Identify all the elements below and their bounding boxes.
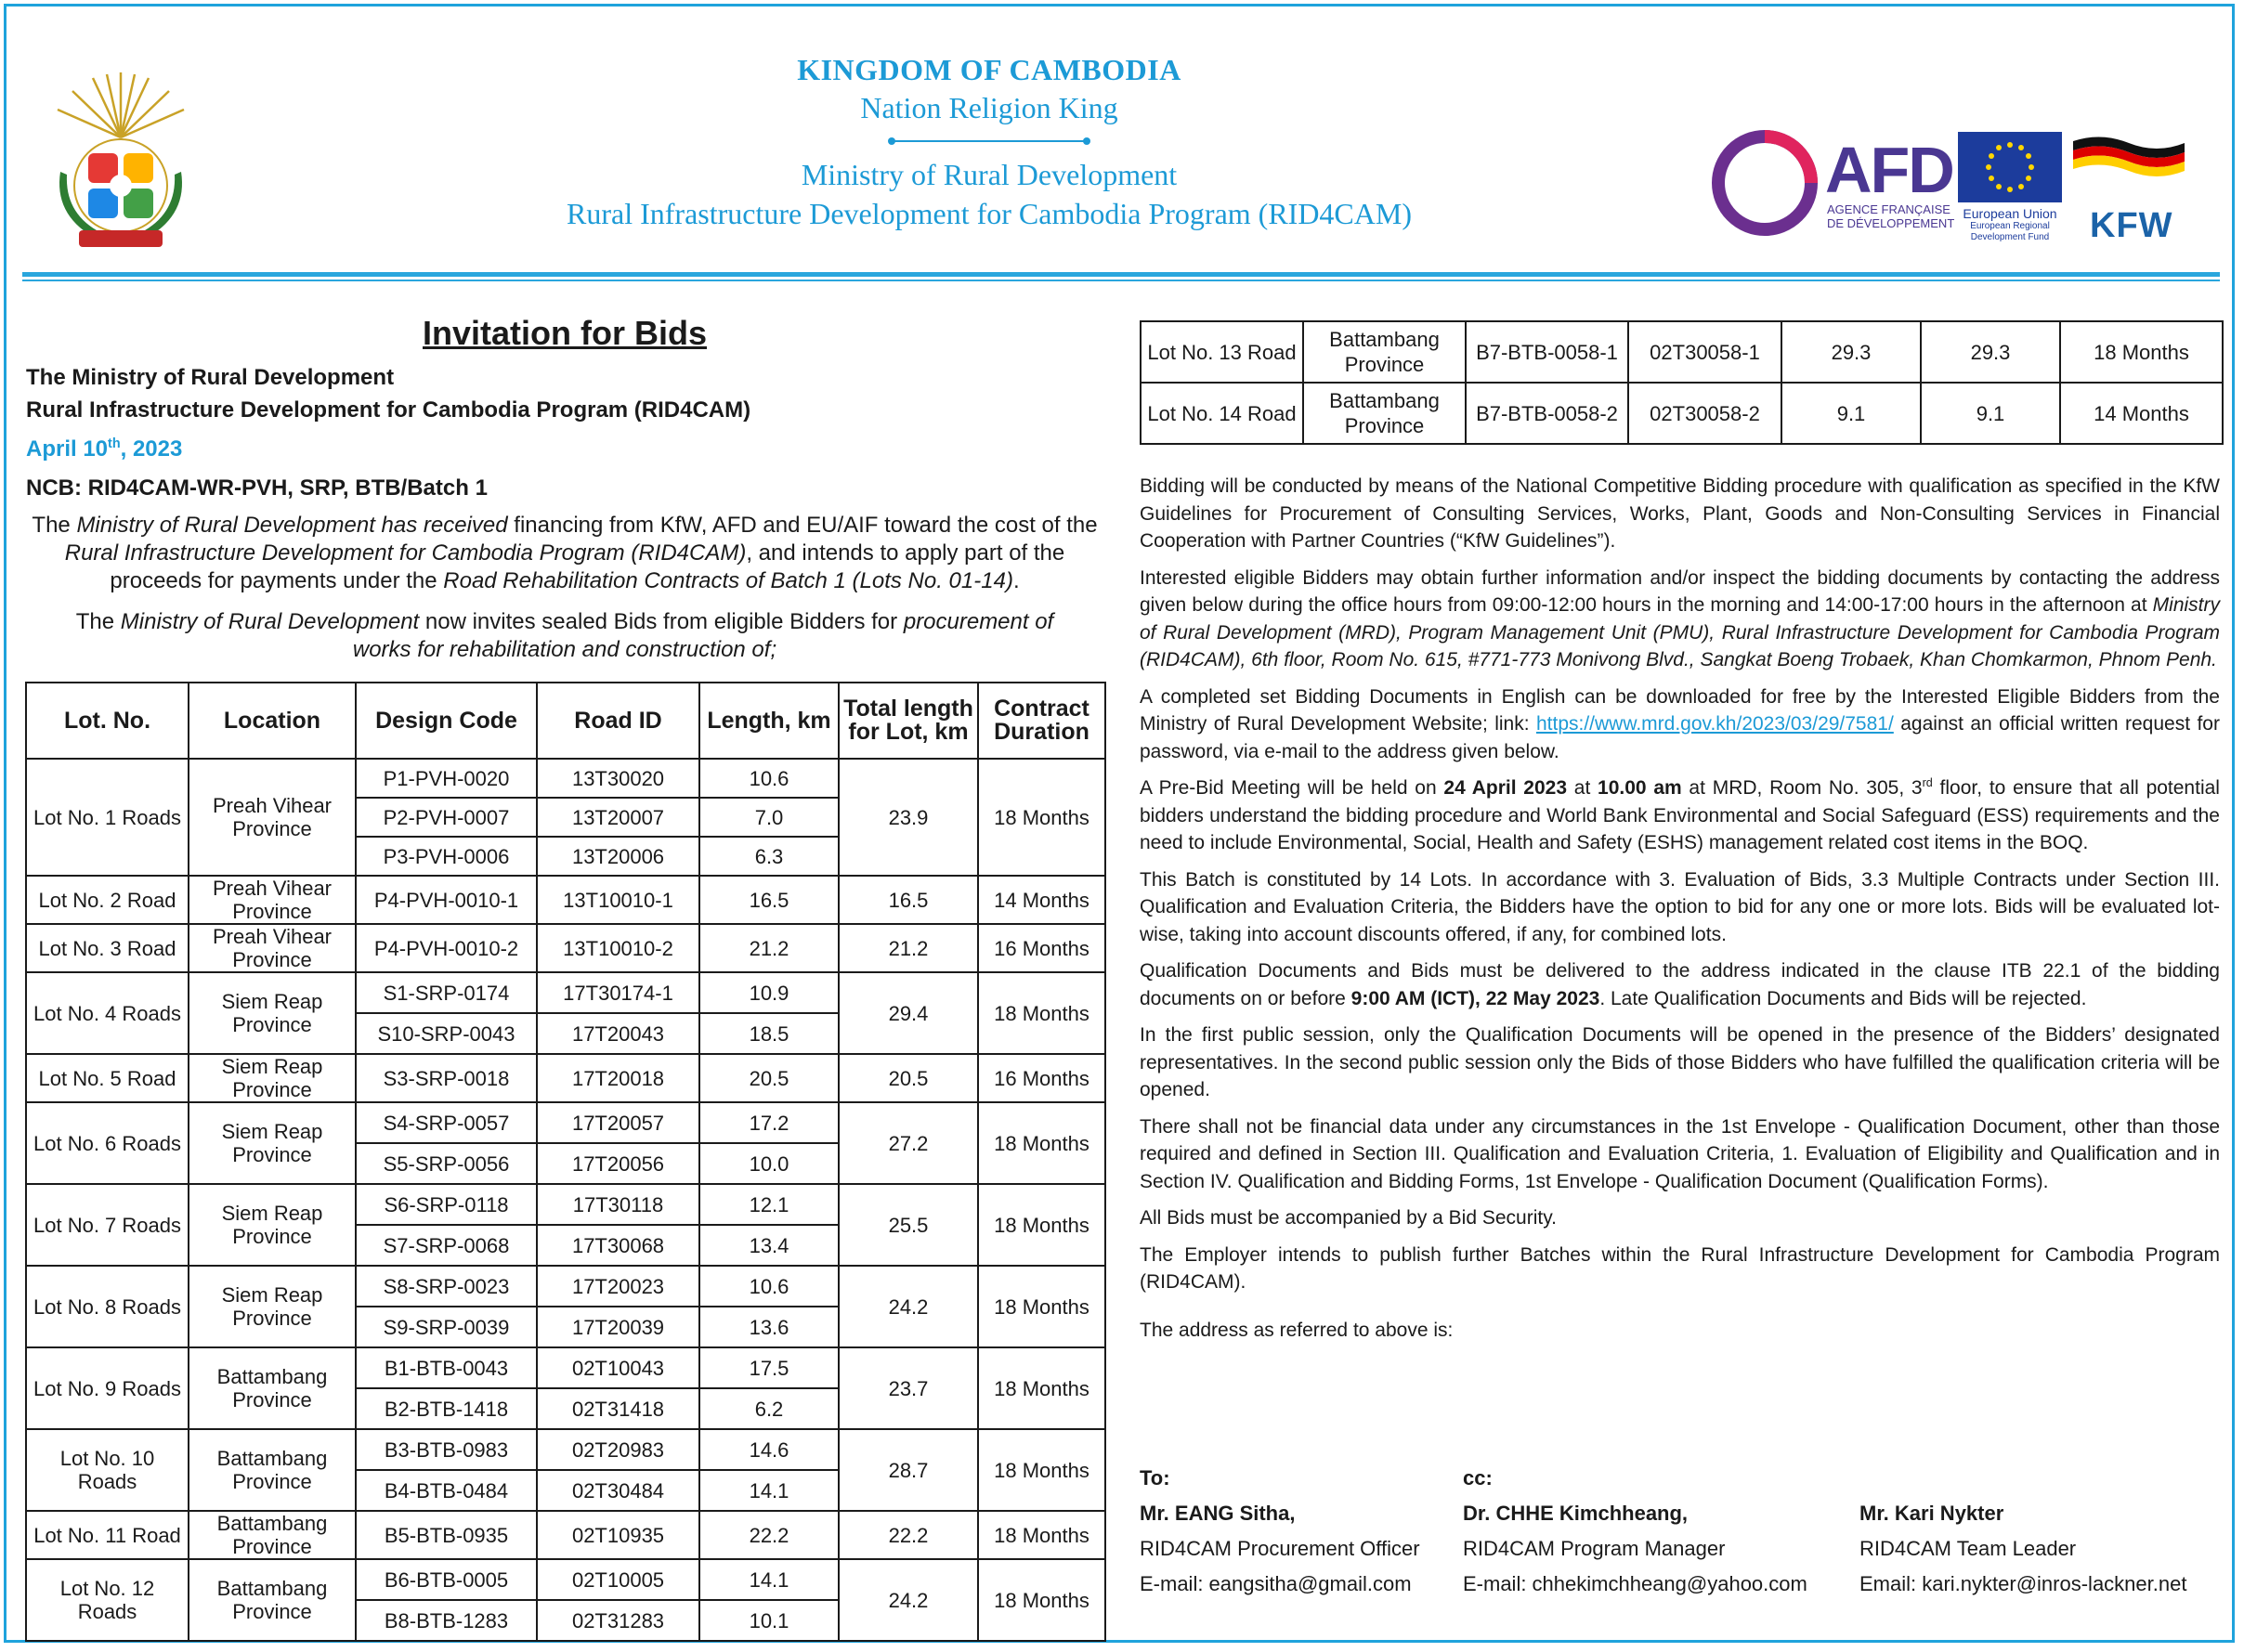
col-header: Design Code — [356, 683, 537, 759]
duration-cell: 18 Months — [978, 1102, 1105, 1184]
code-cell: B7-BTB-0058-1 — [1466, 321, 1628, 383]
design-code-cell: S6-SRP-0118 — [356, 1184, 537, 1225]
total-length-cell: 21.2 — [839, 924, 978, 972]
duration-cell: 18 Months — [978, 1347, 1105, 1429]
total-length-cell: 23.9 — [839, 759, 978, 876]
table-row — [26, 1054, 1105, 1102]
total-length-cell: 25.5 — [839, 1184, 978, 1266]
table-row — [1141, 383, 2223, 444]
contact-team-leader — [1859, 1496, 2186, 1602]
lot-cell: Lot No. 11 Road — [26, 1511, 189, 1559]
design-code-cell: S8-SRP-0023 — [356, 1266, 537, 1307]
table-row — [26, 1429, 1105, 1470]
length-cell: 16.5 — [699, 876, 839, 924]
org-line-2: Rural Infrastructure Development for Cambodia Program (RID4CAM) — [26, 397, 751, 423]
table-row — [26, 1184, 1105, 1225]
length-cell: 10.1 — [699, 1600, 839, 1641]
col-header: Length, km — [699, 683, 839, 759]
road-id-cell: 02T10043 — [537, 1347, 699, 1388]
contact-email[interactable]: E-mail: eangsitha@gmail.com — [1140, 1572, 1412, 1595]
cc-label: cc: — [1463, 1466, 1493, 1489]
lots-table-body — [26, 759, 1105, 1641]
length-cell: 6.2 — [699, 1388, 839, 1429]
afd-ring-icon — [1709, 125, 1820, 241]
design-code-cell: S10-SRP-0043 — [356, 1013, 537, 1054]
design-code-cell: B6-BTB-0005 — [356, 1559, 537, 1600]
road-id-cell: 17T20056 — [537, 1143, 699, 1184]
location-cell: Preah Vihear Province — [189, 876, 356, 924]
header-rule-thin — [22, 280, 2220, 281]
paragraph-deadline: Qualification Documents and Bids must be delivered to the address indicated in the clause ITB 22.1 of the bidding documents on or before 9:00 AM (ICT), 22 May 2023. Late Qualification Documents and Bids will be rejected. — [1140, 960, 2220, 1009]
lot-cell: Lot No. 8 Roads — [26, 1266, 189, 1347]
total-length-cell: 16.5 — [839, 876, 978, 924]
road-id-cell: 02T31418 — [537, 1388, 699, 1429]
contact-role: RID4CAM Procurement Officer — [1140, 1537, 1420, 1560]
lot-cell: Lot No. 9 Roads — [26, 1347, 189, 1429]
org-line-1: The Ministry of Rural Development — [26, 365, 395, 390]
design-code-cell: B3-BTB-0983 — [356, 1429, 537, 1470]
duration-cell: 18 Months — [978, 759, 1105, 876]
length-cell: 14.6 — [699, 1429, 839, 1470]
table-row — [26, 759, 1105, 798]
contact-name: Mr. Kari Nykter — [1859, 1502, 2004, 1525]
table-row — [26, 1347, 1105, 1388]
header-titles — [0, 51, 1978, 233]
lot-cell: Lot No. 5 Road — [26, 1054, 189, 1102]
lot-cell: Lot No. 13 Road — [1141, 321, 1303, 383]
length-cell: 21.2 — [699, 924, 839, 972]
contact-cc — [1463, 1461, 1807, 1602]
mrd-website-link[interactable]: https://www.mrd.gov.kh/2023/03/29/7581/ — [1535, 713, 1894, 735]
design-code-cell: S3-SRP-0018 — [356, 1054, 537, 1102]
ncb-reference: NCB: RID4CAM-WR-PVH, SRP, BTB/Batch 1 — [26, 475, 488, 501]
table-row — [1141, 321, 2223, 383]
length-cell: 13.4 — [699, 1225, 839, 1266]
table-row — [26, 972, 1105, 1013]
location-cell: Battambang Province — [189, 1347, 356, 1429]
location-cell: Siem Reap Province — [189, 1184, 356, 1266]
lot-cell: Lot No. 1 Roads — [26, 759, 189, 876]
contact-name: Mr. EANG Sitha, — [1140, 1502, 1296, 1525]
road-id-cell: 02T30484 — [537, 1470, 699, 1511]
paragraph-sessions: In the first public session, only the Qualification Documents will be opened in the presence of the Bidders’ designated representatives. In the second public session only the Bids of those Bidders who have fulfilled the qualification criteria will be opened. — [1140, 1024, 2220, 1100]
design-code-cell: S4-SRP-0057 — [356, 1102, 537, 1143]
intro-paragraph-1: The Ministry of Rural Development has received financing from KfW, AFD and EU/AIF toward the cost of the Rural Infrastructure Development for Cambodia Program (RID4CAM), and intends to apply part of the proceeds for payments under the Road Rehabilitation Contracts of Batch 1 (Lots No. 01-14). — [32, 513, 1098, 593]
road-id-cell: 17T30174-1 — [537, 972, 699, 1013]
location-cell: Preah Vihear Province — [189, 924, 356, 972]
col-header: Lot. No. — [26, 683, 189, 759]
country-title: KINGDOM OF CAMBODIA — [797, 53, 1181, 86]
design-code-cell: S5-SRP-0056 — [356, 1143, 537, 1184]
length-cell: 10.6 — [699, 1266, 839, 1307]
road-id-cell: 13T30020 — [537, 759, 699, 798]
length-cell: 10.9 — [699, 972, 839, 1013]
road-id-cell: 02T10935 — [537, 1511, 699, 1559]
table-header-row — [26, 683, 1105, 759]
design-code-cell: B2-BTB-1418 — [356, 1388, 537, 1429]
table-row — [26, 924, 1105, 972]
design-code-cell: B1-BTB-0043 — [356, 1347, 537, 1388]
paragraph-bid-security: All Bids must be accompanied by a Bid Security. — [1140, 1207, 1557, 1229]
page-title: Invitation for Bids — [423, 314, 707, 352]
lot-cell: Lot No. 7 Roads — [26, 1184, 189, 1266]
duration-cell: 16 Months — [978, 924, 1105, 972]
total-cell: 9.1 — [1921, 383, 2060, 444]
location-cell: Siem Reap Province — [189, 1266, 356, 1347]
location-cell: Preah Vihear Province — [189, 759, 356, 876]
table-row — [26, 876, 1105, 924]
paragraph-further-batches: The Employer intends to publish further Batches within the Rural Infrastructure Development for Cambodia Program (RID4CAM). — [1140, 1243, 2220, 1293]
duration-cell: 18 Months — [978, 1429, 1105, 1511]
col-header: Road ID — [537, 683, 699, 759]
total-cell: 29.3 — [1921, 321, 2060, 383]
length-cell: 6.3 — [699, 837, 839, 876]
location-cell: Siem Reap Province — [189, 972, 356, 1054]
intro-paragraph-2: The Ministry of Rural Development now invites sealed Bids from eligible Bidders for procurement of works for rehabilitation and construction of; — [75, 609, 1054, 662]
eu-caption: European Union European Regional Development Fund — [1963, 206, 2057, 242]
len-cell: 29.3 — [1781, 321, 1921, 383]
contact-role: RID4CAM Program Manager — [1463, 1537, 1726, 1560]
table-row — [26, 1102, 1105, 1143]
motto: Nation Religion King — [860, 91, 1118, 124]
total-length-cell: 22.2 — [839, 1511, 978, 1559]
german-flag-icon — [2073, 132, 2185, 183]
design-code-cell: P4-PVH-0010-2 — [356, 924, 537, 972]
header-rule — [22, 272, 2220, 277]
road-id-cell: 17T20039 — [537, 1307, 699, 1347]
duration-cell: 18 Months — [978, 972, 1105, 1054]
design-code-cell: P4-PVH-0010-1 — [356, 876, 537, 924]
length-cell: 12.1 — [699, 1184, 839, 1225]
col-header: Total length for Lot, km — [839, 683, 978, 759]
design-code-cell: P3-PVH-0006 — [356, 837, 537, 876]
continued-table-body — [1141, 321, 2223, 444]
road-id-cell: 17T20043 — [537, 1013, 699, 1054]
design-code-cell: B4-BTB-0484 — [356, 1470, 537, 1511]
road-id-cell: 13T20006 — [537, 837, 699, 876]
program-name: Rural Infrastructure Development for Cambodia Program (RID4CAM) — [567, 197, 1412, 230]
contact-name: Dr. CHHE Kimchheang, — [1463, 1502, 1689, 1525]
issue-date: April 10th, 2023 — [26, 436, 183, 462]
lot-cell: Lot No. 4 Roads — [26, 972, 189, 1054]
afd-subtitle: AGENCE FRANÇAISE DE DÉVELOPPEMENT — [1827, 202, 1955, 230]
design-code-cell: S7-SRP-0068 — [356, 1225, 537, 1266]
length-cell: 18.5 — [699, 1013, 839, 1054]
table-row — [26, 1559, 1105, 1600]
road-id-cell: 02T20983 — [537, 1429, 699, 1470]
location-cell: Battambang Province — [1303, 383, 1466, 444]
total-length-cell: 24.2 — [839, 1266, 978, 1347]
contact-to — [1140, 1461, 1420, 1602]
to-label: To: — [1140, 1466, 1170, 1489]
lot-cell: Lot No. 12 Roads — [26, 1559, 189, 1641]
contact-email[interactable]: Email: kari.nykter@inros-lackner.net — [1859, 1572, 2187, 1595]
table-row — [26, 1511, 1105, 1559]
road-id-cell: 13T10010-2 — [537, 924, 699, 972]
road-id-cell: 17T30118 — [537, 1184, 699, 1225]
design-code-cell: S9-SRP-0039 — [356, 1307, 537, 1347]
location-cell: Battambang Province — [189, 1511, 356, 1559]
kfw-logo-text: KFW — [2090, 206, 2173, 245]
length-cell: 22.2 — [699, 1511, 839, 1559]
total-length-cell: 23.7 — [839, 1347, 978, 1429]
lot-cell: Lot No. 10 Roads — [26, 1429, 189, 1511]
id-cell: 02T30058-1 — [1628, 321, 1781, 383]
duration-cell: 14 Months — [2060, 383, 2223, 444]
paragraph-address-intro: The address as referred to above is: — [1140, 1319, 1454, 1341]
design-code-cell: B5-BTB-0935 — [356, 1511, 537, 1559]
lot-cell: Lot No. 2 Road — [26, 876, 189, 924]
design-code-cell: B8-BTB-1283 — [356, 1600, 537, 1641]
lot-cell: Lot No. 3 Road — [26, 924, 189, 972]
code-cell: B7-BTB-0058-2 — [1466, 383, 1628, 444]
bidding-conditions — [1140, 473, 2220, 1353]
length-cell: 14.1 — [699, 1559, 839, 1600]
paragraph-procedure: Bidding will be conducted by means of the National Competitive Bidding procedure with qualification as specified in the KfW Guidelines for Procurement of Consulting Services, Works, Plant, Goods and Non-Consulting Services in Financial Cooperation with Partner Countries (“KfW Guidelines”). — [1140, 475, 2220, 552]
len-cell: 9.1 — [1781, 383, 1921, 444]
design-code-cell: P2-PVH-0007 — [356, 798, 537, 837]
total-length-cell: 28.7 — [839, 1429, 978, 1511]
length-cell: 10.0 — [699, 1143, 839, 1184]
paragraph-lots: This Batch is constituted by 14 Lots. In accordance with 3. Evaluation of Bids, 3.3 Multiple Contracts under Section III. Qualification and Evaluation Criteria, the Bidders have the option to bid for any one or more lots. Bids will be evaluated lot-wise, taking into account discounts offered, if any, for combined lots. — [1140, 868, 2220, 945]
road-id-cell: 17T20057 — [537, 1102, 699, 1143]
paragraph-download: A completed set Bidding Documents in English can be downloaded for free by the Interested Eligible Bidders from the Ministry of Rural Development Website; link: https://www.mrd.gov.kh/2023/03/29/7581/ against an official written request for password, via e-mail to the address given below. — [1140, 685, 2220, 762]
length-cell: 17.5 — [699, 1347, 839, 1388]
location-cell: Siem Reap Province — [189, 1054, 356, 1102]
road-id-cell: 17T20018 — [537, 1054, 699, 1102]
duration-cell: 18 Months — [978, 1511, 1105, 1559]
paragraph-envelope: There shall not be financial data under any circumstances in the 1st Envelope - Qualification Document, other than those required and defined in Section III. Qualification and Evaluation Criteria, 1. Evaluation of Eligibility and Qualification and in Section IV. Qualification and Bidding Forms, 1st Envelope - Qualification Document (Qualification Forms). — [1140, 1115, 2220, 1192]
road-id-cell: 02T10005 — [537, 1559, 699, 1600]
road-id-cell: 17T30068 — [537, 1225, 699, 1266]
location-cell: Siem Reap Province — [189, 1102, 356, 1184]
paragraph-prebid: A Pre-Bid Meeting will be held on 24 April 2023 at 10.00 am at MRD, Room No. 305, 3rd floor, to ensure that all potential bidders understand the bidding procedure and World Bank Environmental and Social Safeguard (ESS) requirements and the need to include Environmental, Social, Health and Safety (ESHS) management related cost items in the BOQ. — [1140, 776, 2220, 853]
location-cell: Battambang Province — [189, 1559, 356, 1641]
road-id-cell: 13T20007 — [537, 798, 699, 837]
lot-cell: Lot No. 14 Road — [1141, 383, 1303, 444]
header-divider — [892, 140, 1087, 142]
length-cell: 7.0 — [699, 798, 839, 837]
total-length-cell: 29.4 — [839, 972, 978, 1054]
afd-logo-text: AFD — [1825, 134, 1953, 206]
total-length-cell: 20.5 — [839, 1054, 978, 1102]
road-id-cell: 13T10010-1 — [537, 876, 699, 924]
duration-cell: 18 Months — [978, 1559, 1105, 1641]
lots-table — [25, 682, 1106, 1642]
design-code-cell: S1-SRP-0174 — [356, 972, 537, 1013]
contact-role: RID4CAM Team Leader — [1859, 1537, 2077, 1560]
col-header: Location — [189, 683, 356, 759]
partner-logos — [1709, 121, 2192, 246]
col-header: Contract Duration — [978, 683, 1105, 759]
location-cell: Battambang Province — [1303, 321, 1466, 383]
lots-table-continued — [1140, 320, 2224, 445]
length-cell: 10.6 — [699, 759, 839, 798]
id-cell: 02T30058-2 — [1628, 383, 1781, 444]
road-id-cell: 17T20023 — [537, 1266, 699, 1307]
table-row — [26, 1266, 1105, 1307]
paragraph-contact-info: Interested eligible Bidders may obtain further information and/or inspect the bidding documents by contacting the address given below during the office hours from 09:00-12:00 hours in the morning and 14:00-17:00 hours in the afternoon at Ministry of Rural Development (MRD), Program Management Unit (PMU), Rural Infrastructure Development for Cambodia Program (RID4CAM), 6th floor, Room No. 615, #771-773 Monivong Blvd., Sangkat Boeng Trobaek, Khan Chomkarmon, Phnom Penh. — [1140, 566, 2220, 670]
total-length-cell: 24.2 — [839, 1559, 978, 1641]
duration-cell: 16 Months — [978, 1054, 1105, 1102]
duration-cell: 18 Months — [2060, 321, 2223, 383]
eu-flag-icon — [1958, 132, 2062, 202]
location-cell: Battambang Province — [189, 1429, 356, 1511]
road-id-cell: 02T31283 — [537, 1600, 699, 1641]
duration-cell: 18 Months — [978, 1184, 1105, 1266]
lot-cell: Lot No. 6 Roads — [26, 1102, 189, 1184]
design-code-cell: P1-PVH-0020 — [356, 759, 537, 798]
length-cell: 20.5 — [699, 1054, 839, 1102]
duration-cell: 14 Months — [978, 876, 1105, 924]
length-cell: 13.6 — [699, 1307, 839, 1347]
duration-cell: 18 Months — [978, 1266, 1105, 1347]
length-cell: 17.2 — [699, 1102, 839, 1143]
contact-email[interactable]: E-mail: chhekimchheang@yahoo.com — [1463, 1572, 1807, 1595]
length-cell: 14.1 — [699, 1470, 839, 1511]
ministry-name: Ministry of Rural Development — [801, 158, 1178, 191]
total-length-cell: 27.2 — [839, 1102, 978, 1184]
